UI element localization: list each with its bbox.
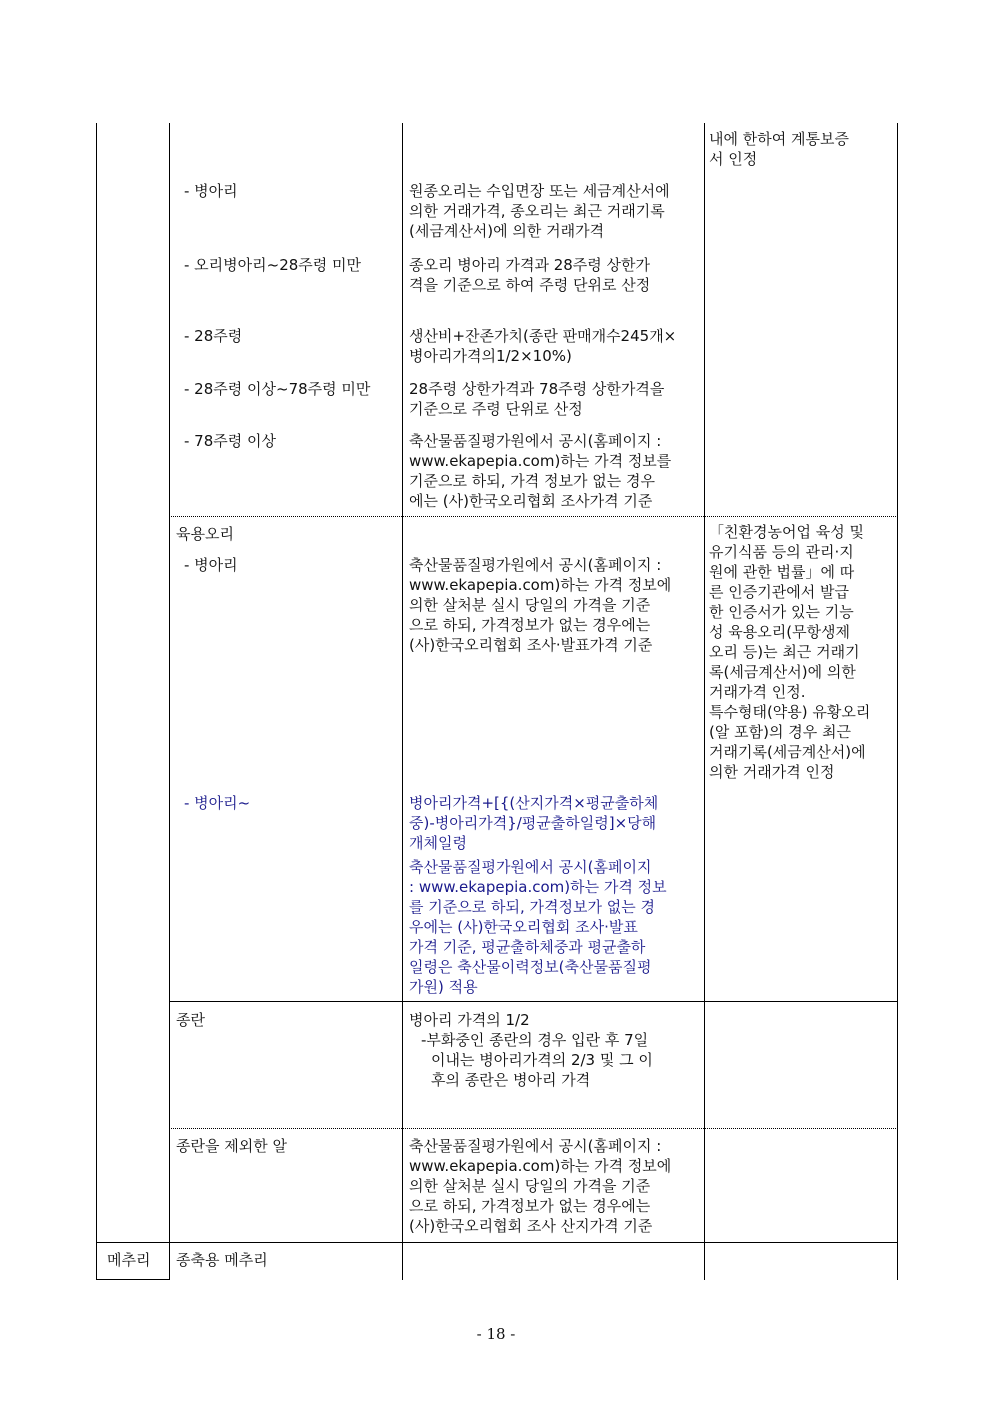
section-heading: 종축용 메추리 [176,1251,268,1269]
column-divider-1 [169,123,170,1280]
table-bottom-left [96,1279,169,1280]
price-formula: 병아리가격+[{(산지가격×평균출하체 중)-병아리가격}/평균출하일령]×당해 개체일령 [409,794,659,852]
compensation-price-table [96,123,898,1280]
item-description: 종오리 병아리 가격과 28주령 상한가 격을 기준으로 하여 주령 단위로 산정 [409,256,651,294]
column-divider-3 [704,123,705,1280]
item-description: 28주령 상한가격과 78주령 상한가격을 기준으로 주령 단위로 산정 [409,380,665,418]
section-heading: 종란을 제외한 알 [176,1137,287,1155]
item-label: - 28주령 이상~78주령 미만 [184,380,371,398]
item-label: - 28주령 [184,327,243,345]
page-number: - 18 - [476,1325,516,1343]
row-divider [96,1242,898,1243]
table-border-right [897,123,898,1280]
item-description: 원종오리는 수입면장 또는 세금계산서에 의한 거래가격, 종오리는 최근 거래기록 (세금계산서)에 의한 거래가격 [409,182,670,240]
item-label: - 오리병아리~28주령 미만 [184,256,362,274]
item-description: 축산물품질평가원에서 공시(홈페이지 : www.ekapepia.com)하는 가격 정보에 의한 살처분 실시 당일의 가격을 기준 으로 하되, 가격정보가 없는 경우에는 (사)한국오리협회 조사 산지가격 기준 [409,1137,672,1235]
remarks-note: 「친환경농어업 육성 및 유기식품 등의 관리·지 원에 관한 법률」에 따 른 인증기관에서 발급 한 인증서가 있는 기능 성 육용오리(무항생제 오리 등)는 최근 거래기 록(세금계산서)에 의한 거래가격 인정. 특수형태(약용) 유황오리 (알 포함)의 경우 최근 거래기록(세금계산서)에 의한 거래가격 인정 [709,523,871,781]
category-label: 메추리 [107,1251,151,1269]
item-description: 생산비+잔존가치(종란 판매개수245개× 병아리가격의1/2×10%) [409,327,677,365]
item-description: 병아리 가격의 1/2 -부화중인 종란의 경우 입란 후 7일 이내는 병아리가격의 2/3 및 그 이 후의 종란은 병아리 가격 [409,1011,653,1089]
continued-note: 내에 한하여 계통보증 서 인정 [709,130,849,168]
section-heading: 육용오리 [176,525,234,543]
table-border-left [96,123,97,1280]
item-label: - 78주령 이상 [184,432,276,450]
item-description: 축산물품질평가원에서 공시(홈페이지 : www.ekapepia.com)하는 가격 정보에 의한 살처분 실시 당일의 가격을 기준 으로 하되, 가격정보가 없는 경우에는 (사)한국오리협회 조사·발표가격 기준 [409,556,672,654]
row-divider [169,516,898,517]
section-heading: 종란 [176,1011,205,1029]
item-label: - 병아리 [184,556,238,574]
item-label: - 병아리 [184,182,238,200]
item-label: - 병아리~ [184,794,251,812]
row-divider [169,1128,898,1129]
item-description: 축산물품질평가원에서 공시(홈페이지 : www.ekapepia.com)하는 가격 정보를 기준으로 하되, 가격 정보가 없는 경우 에는 (사)한국오리협회 조사가격 기준 [409,432,672,510]
price-source: 축산물품질평가원에서 공시(홈페이지 : www.ekapepia.com)하는 가격 정보 를 기준으로 하되, 가격정보가 없는 경 우에는 (사)한국오리협회 조사·발표 가격 기준, 평균출하체중과 평균출하 일령은 축산물이력정보(축산물품질평 가원) 적용 [409,858,667,996]
row-divider [169,1001,898,1002]
column-divider-2 [402,123,403,1280]
